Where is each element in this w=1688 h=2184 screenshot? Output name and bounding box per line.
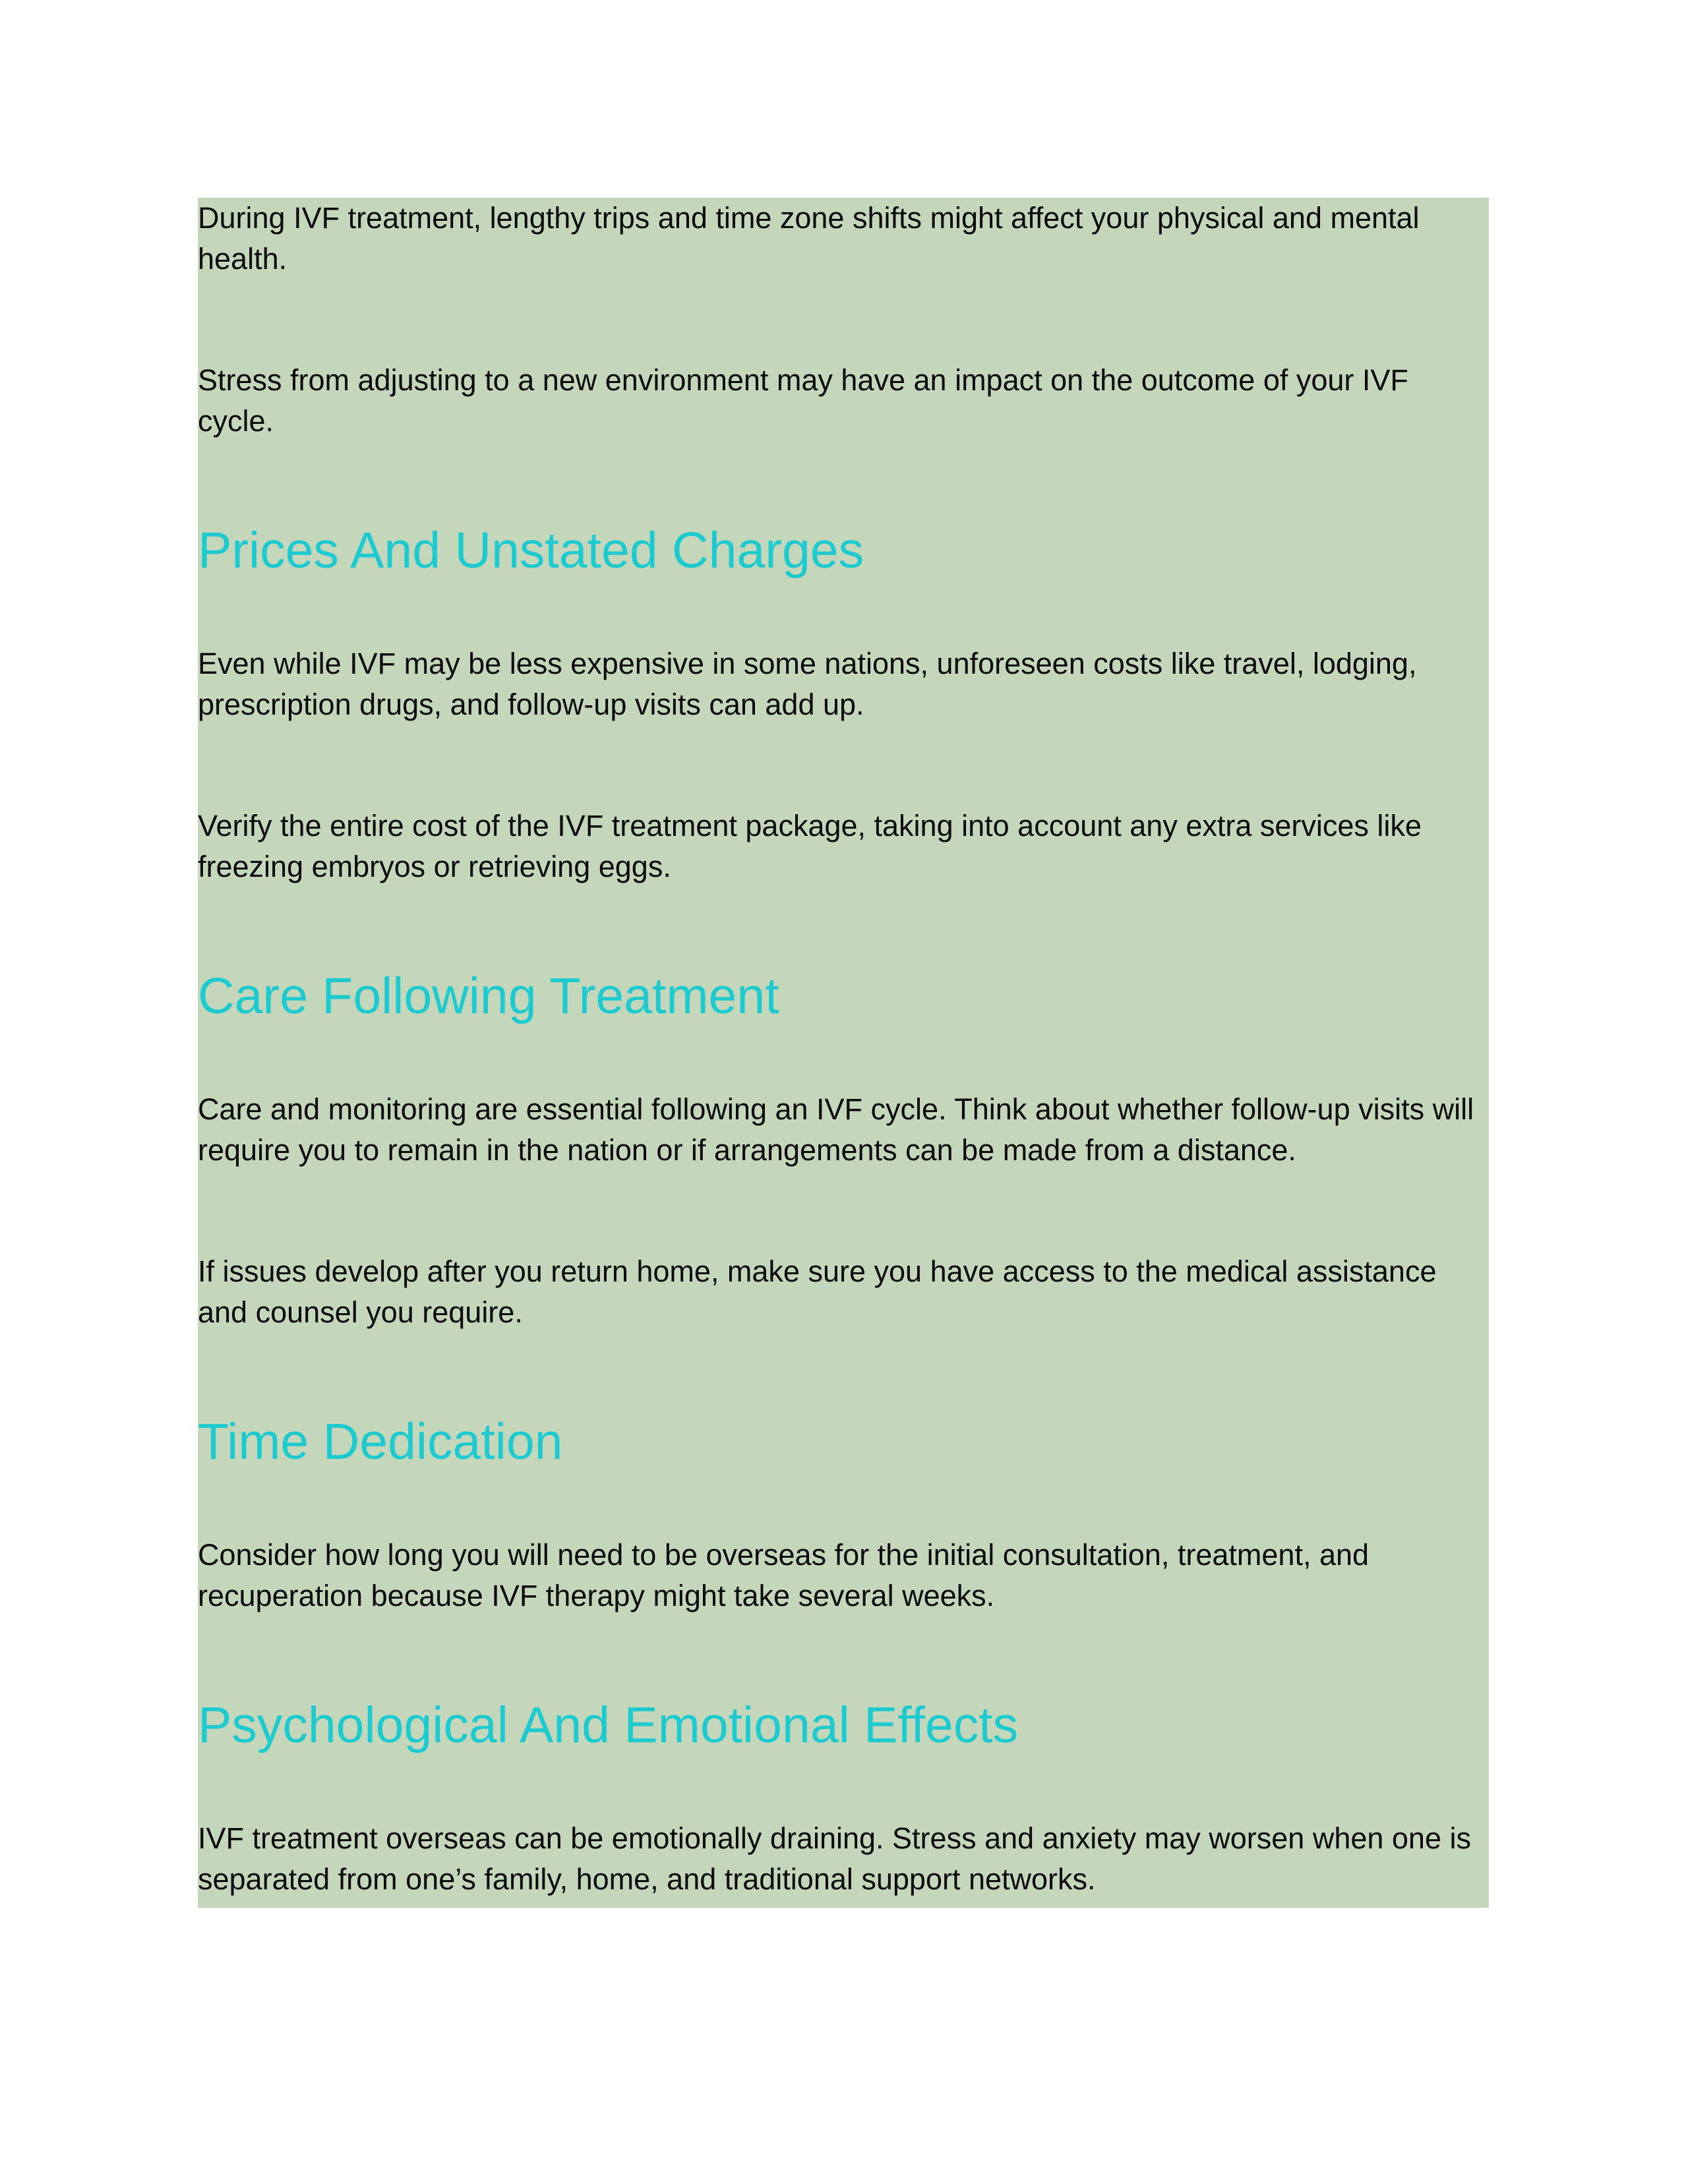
paragraph-verify-cost: Verify the entire cost of the IVF treatment package, taking into account any extra services like freezing embryos or retrieving eggs. [198, 809, 1422, 883]
heading-time-dedication: Time Dedication [198, 1413, 563, 1470]
paragraph-stress-environment: Stress from adjusting to a new environment may have an impact on the outcome of your IVF cycle. [198, 363, 1408, 438]
content-block [198, 198, 1489, 1908]
paragraph-overseas-duration: Consider how long you will need to be overseas for the initial consultation, treatment, and recuperation because IVF therapy might take several weeks. [198, 1538, 1370, 1612]
paragraph-care-monitoring: Care and monitoring are essential following an IVF cycle. Think about whether follow-up visits will require you to remain in the nation or if arrangements can be made from a distance. [198, 1092, 1474, 1167]
heading-prices-charges: Prices And Unstated Charges [198, 522, 864, 579]
heading-care-following: Care Following Treatment [198, 968, 779, 1024]
paragraph-travel-health: During IVF treatment, lengthy trips and time zone shifts might affect your physical and mental health. [198, 201, 1420, 276]
heading-psychological-effects: Psychological And Emotional Effects [198, 1697, 1019, 1754]
paragraph-emotionally-draining: IVF treatment overseas can be emotionally draining. Stress and anxiety may worsen when one is separated from one’s family, home, and traditional support networks. [198, 1821, 1471, 1896]
paragraph-unforeseen-costs: Even while IVF may be less expensive in some nations, unforeseen costs like travel, lodging, prescription drugs, and follow-up visits can add up. [198, 647, 1417, 721]
paragraph-issues-develop: If issues develop after you return home, make sure you have access to the medical assistance and counsel you require. [198, 1254, 1437, 1329]
